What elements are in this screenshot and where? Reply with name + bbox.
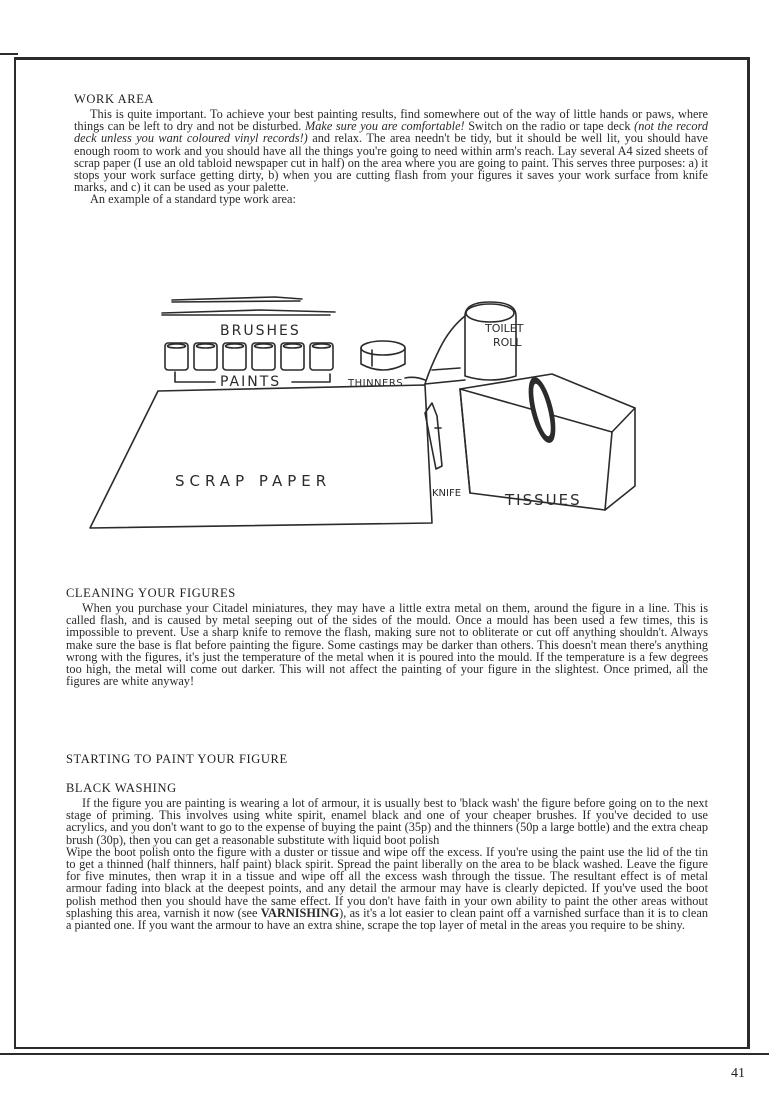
- varnishing-reference: VARNISHING: [260, 905, 340, 920]
- sketch-label-roll: ROLL: [493, 336, 522, 349]
- cleaning-heading: CLEANING YOUR FIGURES: [66, 586, 236, 600]
- work-area-text-c: and relax. The area needn't be tidy, but it should be well lit, you should have enough room to work and you should have all the things you're going to need within arm's reach. Lay several A4 sized sheets of scrap paper (I use an old tabloid newspaper cut in half) on the area where you are going to paint. This serves three purposes: a) it stops your work surface getting dirty, b) when you are cutting flash from your figures it saves your work surface from knife marks, and c) it can be used as your palette.: [74, 131, 708, 195]
- work-area-paragraph-2: An example of a standard type work area:: [90, 192, 296, 207]
- starting-heading: STARTING TO PAINT YOUR FIGURE: [66, 752, 288, 766]
- black-washing-text-b: ), as it's a lot easier to clean paint off a varnished surface than it is to clean a pianted one. If you want the armour to have an extra shine, scrape the top layer of metal in the areas you require to be shiny.: [66, 905, 708, 933]
- margin-rule-top: [0, 53, 18, 55]
- black-washing-heading: BLACK WASHING: [66, 781, 177, 795]
- work-area-text-b: Switch on the radio or tape deck: [464, 119, 635, 134]
- work-area-italic-record-deck: (not the record deck unless you want coloured vinyl records!): [74, 119, 708, 146]
- work-area-heading: WORK AREA: [74, 92, 155, 106]
- black-washing-text-a: Wipe the boot polish onto the figure with a duster or tissue and wipe off the excess. If you're using the paint use the lid of the tin to get a thinned (half thinners, half paint) black spirit. Spread the paint liberally on the area to be black washed. Leave the figure for five minutes, then wrap it in a tissue and wipe off all the excess wash through the tissue. The resultant effect is of metal armour fading into black at the deepest points, and any detail the armour may have is clearly depicted. If you've used the boot polish method then you should have the same effect. If you don't have faith in your own ability to paint the other areas without splashing this area, varnish it now (see: [66, 844, 708, 920]
- cleaning-section: [66, 586, 708, 687]
- sketch-label-scrap-paper: SCRAP PAPER: [175, 472, 332, 490]
- work-area-sketch: [80, 288, 660, 538]
- page-number: 41: [731, 1066, 745, 1081]
- starting-section: [66, 752, 708, 768]
- sketch-label-knife: KNIFE: [432, 488, 462, 499]
- work-area-paragraph-1: [74, 108, 708, 193]
- work-area-text-a: This is quite important. To achieve your best painting results, find somewhere out of the way of little hands or paws, where things can be left to dry and not be disturbed.: [74, 107, 708, 134]
- sketch-label-toilet: TOILET: [485, 322, 524, 335]
- sketch-label-paints: PAINTS: [220, 374, 282, 390]
- sketch-label-thinners: THINNERS: [348, 378, 404, 389]
- cleaning-paragraph: When you purchase your Citadel miniatures, they may have a little extra metal on them, around the figure in a line. This is called flash, and is caused by metal seeping out of the sides of the mould. Once a mould has been used a few times, this is impossible to prevent. Use a sharp knife to remove the flash, making sure not to obliterate or cut off anything shouldn't. Always make sure the base is flat before painting the figure. Some castings may be darker than others. This doesn't mean there's anything wrong with the figures, it's just the temperature of the metal when it is poured into the mould. If the temperature is a few degrees too high, the metal will come out darker. This will not affect the painting of your figure in the slightest. Once primed, all the figures are white anyway!: [66, 601, 708, 689]
- black-washing-paragraph-1: If the figure you are painting is wearing a lot of armour, it is usually best to 'black wash' the figure before going on to the next stage of priming. This involves using white spirit, enamel black and one of your cheaper brushes. If you've decided to use acrylics, and you don't want to go to the expense of buying the paint (35p) and the thinners (50p a large bottle) and the extra cheap brush (30p), then you can get a reasonable substitute with liquid boot polish: [66, 796, 708, 847]
- black-washing-section: [66, 781, 708, 931]
- margin-rule-bottom: [0, 1053, 769, 1055]
- work-area-italic-comfortable: Make sure you are comfortable!: [304, 119, 465, 134]
- black-washing-paragraph-2: [66, 846, 708, 931]
- sketch-label-tissues: TISSUES: [505, 491, 582, 509]
- work-area-section: [74, 92, 708, 206]
- sketch-label-brushes: BRUSHES: [220, 323, 301, 339]
